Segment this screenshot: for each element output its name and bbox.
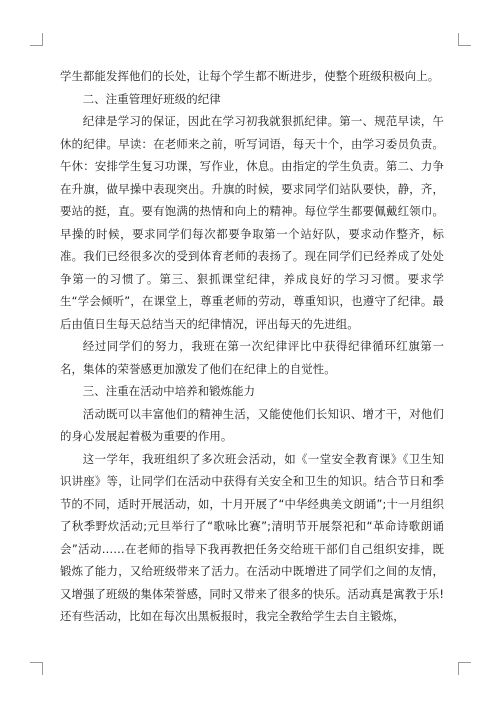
section-heading-discipline: 二、注重管理好班级的纪律	[82, 91, 221, 106]
paragraph-discipline-result: 经过同学们的努力，我班在第一次纪律评比中获得纪律循环红旗第一名，集体的荣誉感更加激发了他们在纪律上的自觉性。	[60, 339, 444, 376]
paragraph-continuation: 学生都能发挥他们的长处，让每个学生都不断进步，使整个班级积极向上。	[60, 69, 440, 83]
paragraph-discipline: 纪律是学习的保证，因此在学习初我就狠抓纪律。第一、规范早读，午休的纪律。早读：在老师来之前，听写词语，每天十个，由学习委员负责。午休：安排学生复习功课，写作业，休息。由指定的学生负责。第二、力争在升旗，做早操中表现突出。升旗的时候，要求同学们站队要快，静，齐，要站的挺，直。要有饱满的热情和向上的精神。每位学生都要佩戴红领巾。早操的时候，要求同学们每次都要争取第一个站好队，要求动作整齐，标准。我们已经很多次的受到体育老师的表扬了。现在同学们已经养成了处处争第一的习惯了。第三、狠抓课堂纪律，养成良好的学习习惯。要求学生“学会倾听”，在课堂上，尊重老师的劳动，尊重知识，也遵守了纪律。最后由值日生每天总结当天的纪律情况，评出每天的先进组。	[60, 114, 444, 331]
document-body	[60, 65, 444, 628]
section-heading-activities: 三、注重在活动中培养和锻炼能力	[82, 384, 256, 398]
crop-mark-top-right	[458, 33, 471, 46]
crop-mark-bottom-left	[30, 662, 43, 675]
paragraph-activities-intro: 活动既可以丰富他们的精神生活，又能使他们长知识、增才干，对他们的身心发展起着极为重要的作用。	[60, 406, 444, 443]
crop-mark-bottom-right	[458, 662, 471, 675]
crop-mark-top-left	[30, 33, 43, 46]
paragraph-activities-detail: 这一学年，我班组织了多次班会活动，如《一堂安全教育课》《卫生知识讲座》等，让同学们在活动中获得有关安全和卫生的知识。结合节日和季节的不同，适时开展活动，如，十月开展了“中华经典美文朗诵”;十一月组织了秋季野炊活动;元旦举行了“歌咏比赛”;清明节开展祭祀和“革命诗歌朗诵会”活动……在老师的指导下我再教把任务交给班干部们自己组织安排，既锻炼了能力，又给班级带来了活力。在活动中既增进了同学们之间的友情，又增强了班级的集体荣誉感，同时又带来了很多的快乐。活动真是寓教于乐!还有些活动，比如在每次出黑板报时，我完全教给学生去自主锻炼，	[60, 451, 444, 623]
